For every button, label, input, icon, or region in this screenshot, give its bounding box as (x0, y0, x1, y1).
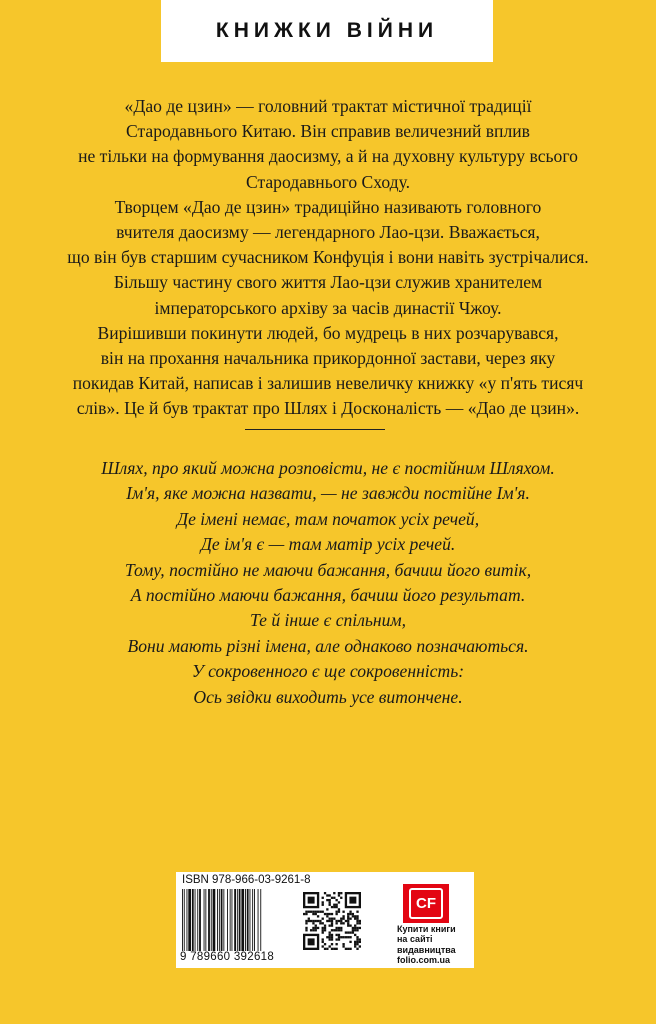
about-line: Більшу частину свого життя Лао-цзи служив хранителем (113, 272, 543, 293)
qr-code-icon[interactable] (303, 884, 361, 958)
about-line: не тільки на формування даосизму, а й на духовну культуру всього (78, 146, 578, 167)
publisher-logo-letters: CF (416, 895, 436, 912)
about-line: що він був старшим сучасником Конфуція і вони навіть зустрічалися. (67, 247, 589, 268)
about-line: Стародавнього Сходу. (245, 171, 411, 192)
isbn-text: ISBN 978-966-03-9261-8 (182, 874, 311, 886)
about-line: він на прохання начальника прикордонної застави, через яку (100, 348, 556, 369)
poem-line: Тому, постійно не маючи бажання, бачиш його витік, (124, 559, 532, 580)
about-line: Стародавнього Китаю. Він справив величезний вплив (126, 121, 530, 142)
buy-online-text (397, 924, 473, 966)
poem-line: Те й інше є спільним, (249, 610, 407, 631)
buy-line: Купити книги (397, 924, 456, 934)
about-text (60, 94, 596, 422)
poem-line: Шлях, про який можна розповісти, не є постійним Шляхом. (101, 458, 555, 478)
poem-line: Ім'я, яке можна назвати, — не завжди постійне Ім'я. (126, 483, 530, 504)
buy-line: видавництва (397, 944, 456, 955)
series-tab (161, 0, 493, 62)
poem-line: Де ім'я є — там матір усіх речей. (200, 534, 456, 555)
poem-line: Ось звідки виходить усе витончене. (193, 686, 463, 707)
barcode-block (176, 872, 474, 968)
poem-line: Вони мають різні імена, але однаково позначаються. (127, 635, 529, 656)
buy-line: на сайті (397, 934, 433, 945)
poem-excerpt (40, 456, 616, 710)
barcode-digits: 9 789660 392618 (180, 951, 275, 963)
about-line: «Дао де цзин» — головний трактат містичної традиції (124, 96, 532, 116)
publisher-logo-frame (409, 888, 443, 919)
series-title: КНИЖКИ ВІЙНИ (215, 19, 439, 42)
about-line: вчителя даосизму — легендарного Лао-цзи. Вважається, (116, 222, 540, 243)
buy-line[interactable]: folio.com.ua (397, 955, 451, 966)
divider (245, 429, 385, 430)
publisher-logo (403, 884, 449, 923)
about-line: Вирішивши покинути людей, бо мудрець в них розчарувався, (97, 322, 559, 343)
about-line: імператорського архіву за часів династії Чжоу. (154, 297, 502, 318)
about-line: слів». Це й був трактат про Шлях і Досконалість — «Дао де цзин». (76, 398, 580, 419)
poem-line: Де імені немає, там початок усіх речей, (176, 508, 480, 529)
poem-line: У сокровенного є ще сокровенність: (191, 661, 465, 682)
barcode-icon (182, 889, 294, 951)
poem-line: А постійно маючи бажання, бачиш його результат. (130, 585, 526, 606)
about-line: покидав Китай, написав і залишив невеличку книжку «у п'ять тисяч (72, 373, 584, 394)
about-line: Творцем «Дао де цзин» традиційно називають головного (114, 196, 542, 217)
